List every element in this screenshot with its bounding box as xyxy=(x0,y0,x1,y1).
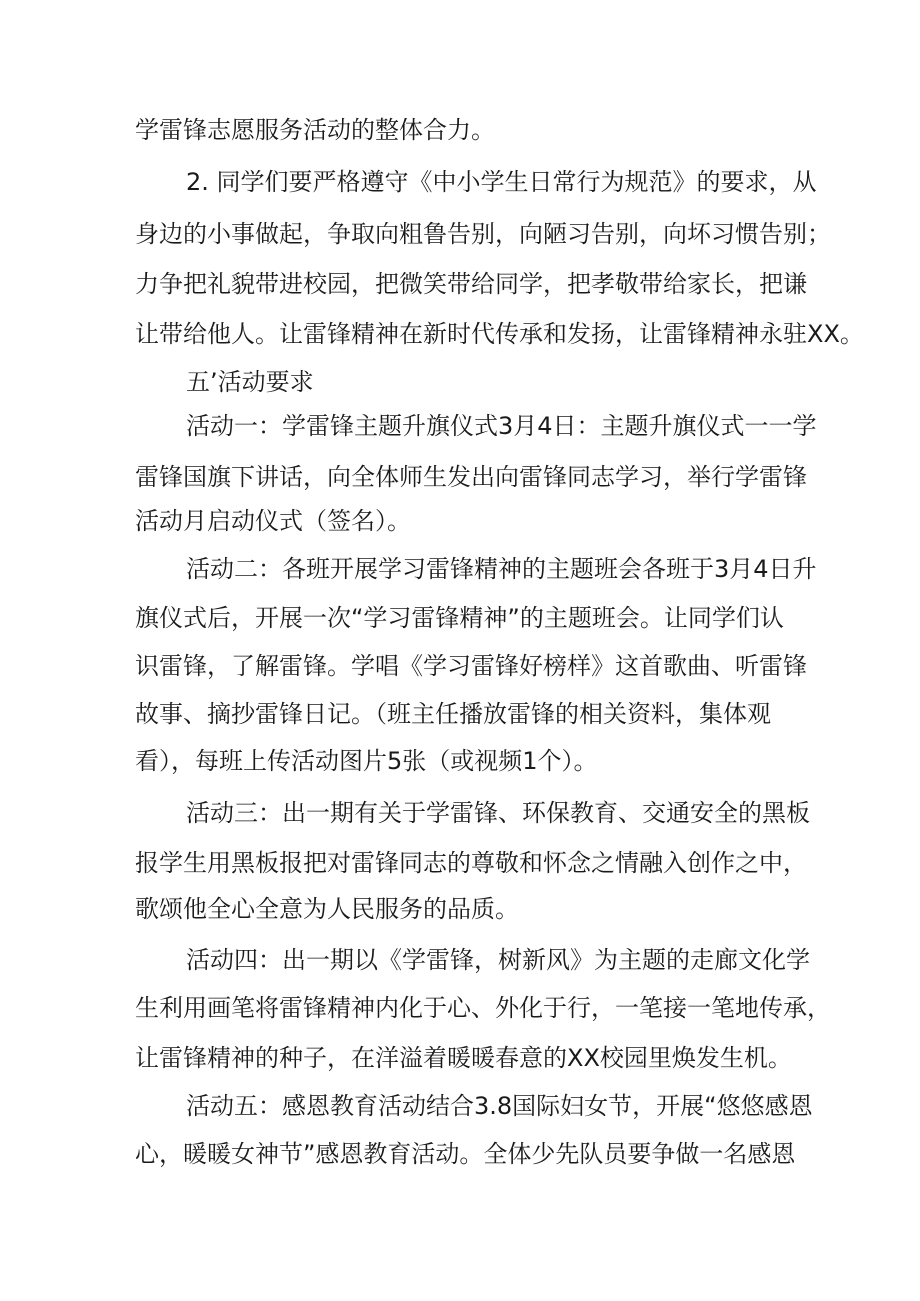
text-line: 活动二：各班开展学习雷锋精神的主题班会各班于3月4日升 xyxy=(186,555,817,583)
text-line: 活动一：学雷锋主题升旗仪式3月4日：主题升旗仪式一一学 xyxy=(186,412,817,440)
text-line: 歌颂他全心全意为人民服务的品质。 xyxy=(135,895,519,923)
text-line: 身边的小事做起，争取向粗鲁告别，向陋习告别，向坏习惯告别； xyxy=(135,220,831,248)
text-line: 活动四：出一期以《学雷锋，树新风》为主题的走廊文化学 xyxy=(186,946,810,974)
text-line: 雷锋国旗下讲话，向全体师生发出向雷锋同志学习，举行学雷锋 xyxy=(135,463,807,491)
text-line: 学雷锋志愿服务活动的整体合力。 xyxy=(135,116,495,144)
text-line: 故事、摘抄雷锋日记。（班主任播放雷锋的相关资料，集体观 xyxy=(135,700,771,728)
text-line: 看），每班上传活动图片5张（或视频1个）。 xyxy=(135,747,598,775)
text-line: 让带给他人。让雷锋精神在新时代传承和发扬，让雷锋精神永驻XX。 xyxy=(135,320,864,348)
text-line: 力争把礼貌带进校园，把微笑带给同学，把孝敬带给家长，把谦 xyxy=(135,270,807,298)
section-heading: 五’活动要求 xyxy=(186,368,314,396)
text-line: 报学生用黑板报把对雷锋同志的尊敬和怀念之情融入创作之中， xyxy=(135,849,807,877)
text-line: 生利用画笔将雷锋精神内化于心、外化于行，一笔接一笔地传承， xyxy=(135,994,831,1022)
text-line: 活动月启动仪式（签名）。 xyxy=(135,507,411,535)
text-line: 活动五：感恩教育活动结合3.8国际妇女节，开展“悠悠感恩 xyxy=(186,1092,813,1120)
text-line: 活动三：出一期有关于学雷锋、环保教育、交通安全的黑板 xyxy=(186,799,810,827)
text-line: 识雷锋，了解雷锋。学唱《学习雷锋好榜样》这首歌曲、听雷锋 xyxy=(135,652,807,680)
text-line: 旗仪式后，开展一次“学习雷锋精神”的主题班会。让同学们认 xyxy=(135,604,784,632)
text-line: 2. 同学们要严格遵守《中小学生日常行为规范》的要求，从 xyxy=(186,168,817,196)
text-line: 心，暖暖女神节”感恩教育活动。全体少先队员要争做一名感恩 xyxy=(135,1140,796,1168)
text-line: 让雷锋精神的种子，在洋溢着暖暖春意的XX校园里焕发生机。 xyxy=(135,1044,792,1072)
